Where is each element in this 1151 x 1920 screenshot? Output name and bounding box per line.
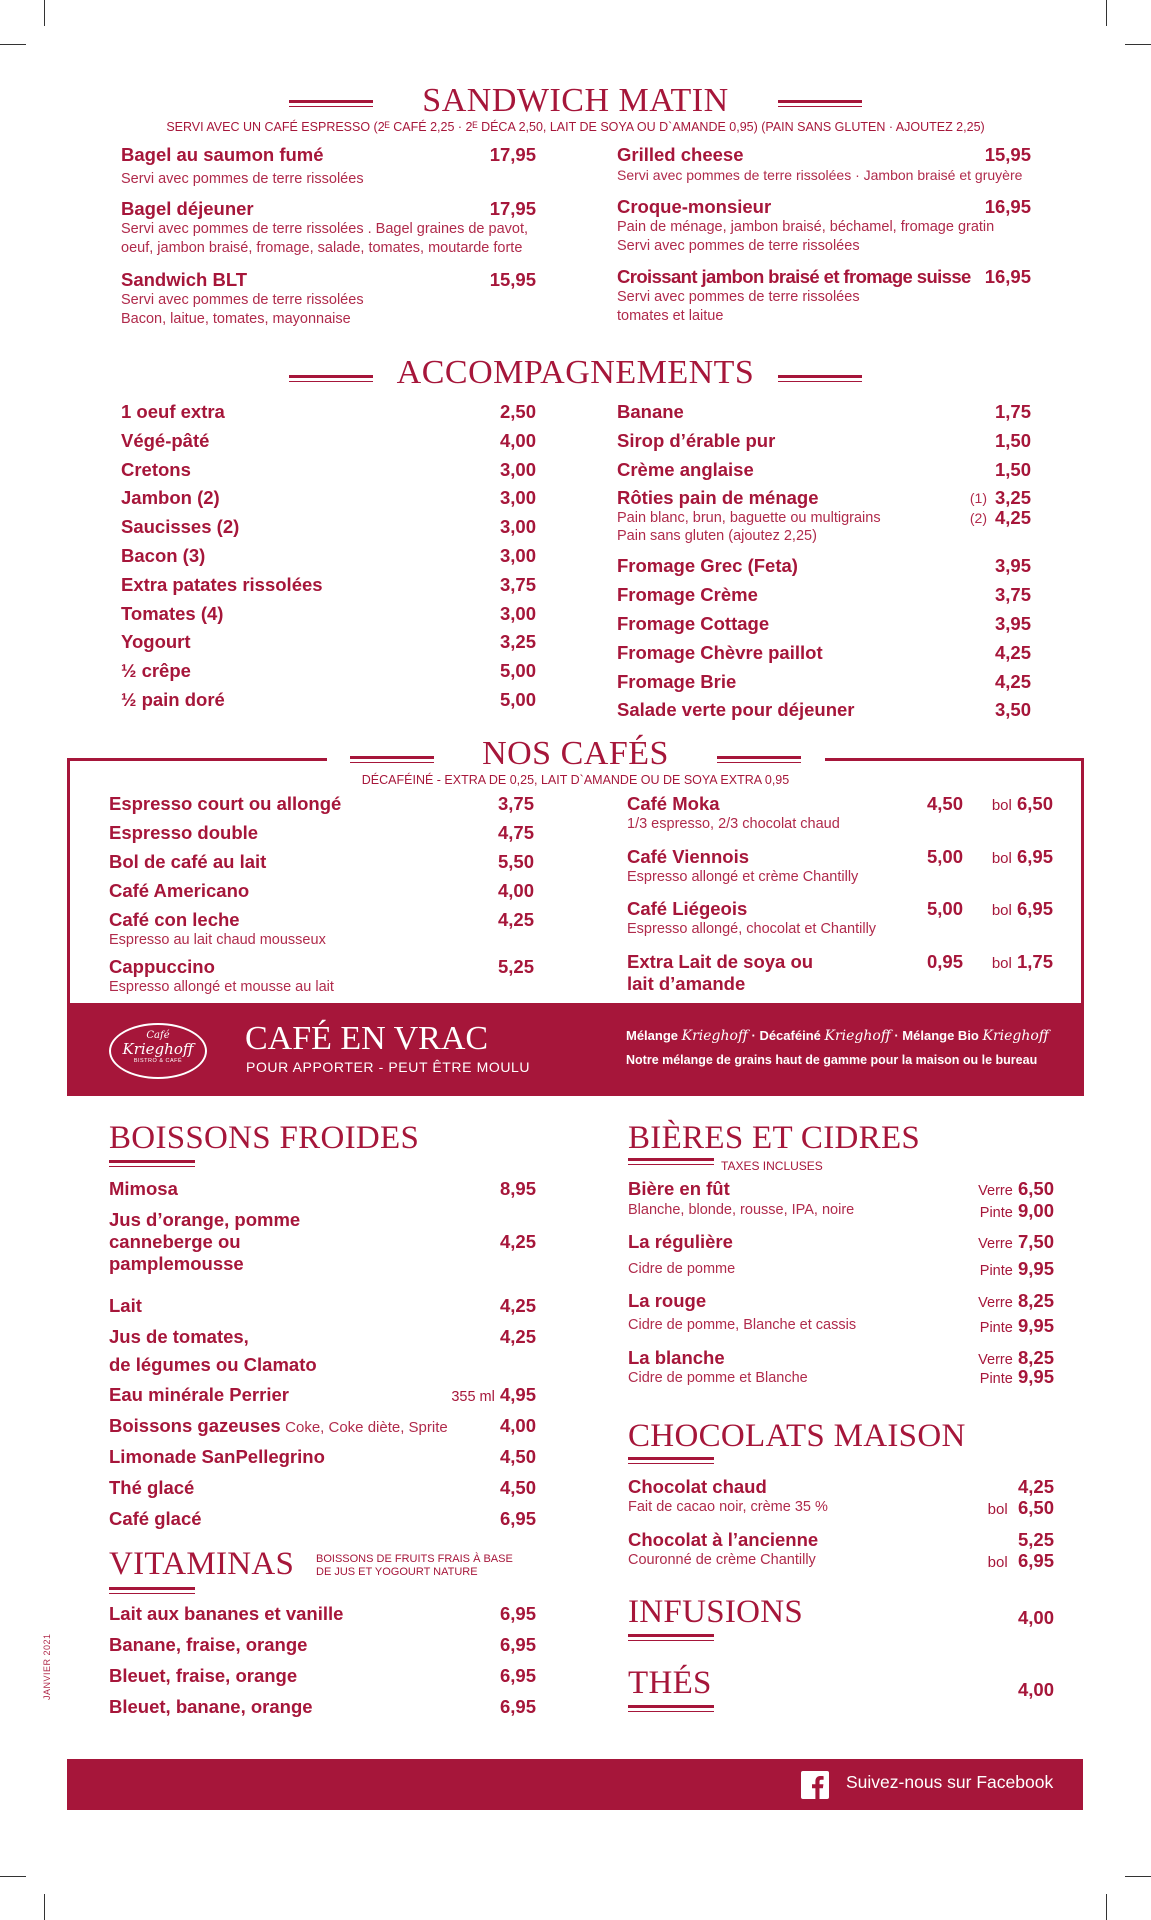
list-item [109, 1415, 536, 1446]
item-name: La rouge [628, 1290, 707, 1311]
item-price: 3,25 [499, 631, 536, 653]
item-price: 3,00 [499, 544, 536, 566]
item-name: Café con leche [109, 909, 240, 930]
item-name: Mimosa [109, 1178, 178, 1199]
logo-small-text: BISTRO & CAFÉ [133, 1058, 183, 1064]
facebook-icon[interactable] [801, 1771, 829, 1799]
item-price: 16,95 [984, 196, 1031, 217]
list-item [617, 699, 1031, 728]
item-name: Croque-monsieur [617, 196, 772, 217]
list-item [109, 880, 534, 909]
verre-price [978, 1178, 1054, 1202]
menu-item [121, 144, 536, 189]
list-item [109, 1384, 536, 1415]
menu-item [617, 266, 1031, 326]
item-tag: (1) [969, 490, 987, 507]
list-item [109, 1178, 536, 1209]
list-item [617, 430, 1031, 459]
froides-list [109, 1178, 536, 1539]
item-name: Bacon (3) [121, 544, 206, 566]
item-price: 3,00 [499, 602, 536, 624]
item-name: canneberge ou [109, 1231, 241, 1252]
list-item [109, 956, 534, 1001]
title-underline [628, 1158, 714, 1165]
menu-item [121, 269, 536, 329]
list-item [121, 603, 536, 632]
pinte-label: Pinte [979, 1320, 1013, 1336]
thes-title: THÉS [628, 1665, 712, 1701]
item-price: 4,00 [499, 1415, 536, 1436]
brand-name: Krieghoff [982, 1028, 1049, 1044]
item-price: 4,25 [994, 670, 1031, 692]
infusions-price: 4,00 [1017, 1607, 1054, 1628]
bol-value: 6,50 [1016, 793, 1053, 814]
item-name: Rôties pain de ménage [617, 487, 819, 509]
list-item [109, 1696, 536, 1727]
note-line: BOISSONS DE FRUITS FRAIS À BASE [316, 1553, 513, 1565]
item-price: 6,95 [499, 1665, 536, 1686]
item-tag: (2) [969, 510, 987, 527]
item-name: Cretons [121, 458, 191, 480]
item-name: Café Americano [109, 880, 250, 901]
list-item [109, 1603, 536, 1634]
bieres-subtitle: TAXES INCLUSES [721, 1159, 823, 1173]
item-name: 1 oeuf extra [121, 401, 225, 422]
bol-label: bol [991, 954, 1012, 972]
list-item [121, 516, 536, 545]
item-price: 5,00 [499, 688, 536, 710]
item-price: 3,75 [497, 793, 534, 814]
bol-price [992, 898, 1053, 922]
item-name: Banane, fraise, orange [109, 1634, 308, 1655]
item-name: Cappuccino [109, 956, 215, 977]
item-name: Banane [617, 401, 684, 422]
item-name: Végé-pâté [121, 429, 210, 451]
bol-label: bol [991, 797, 1012, 814]
bol-price [992, 951, 1053, 975]
item-price: 4,25 [994, 507, 1031, 529]
list-item [109, 909, 534, 956]
item-name: Jus de tomates, [109, 1326, 249, 1347]
item-name: lait d’amande [627, 972, 746, 994]
item-name: Saucisses (2) [121, 516, 240, 538]
item-desc: 1/3 espresso, 2/3 chocolat chaud [627, 816, 840, 832]
list-item [617, 401, 1031, 430]
item-price: 1,75 [994, 401, 1031, 422]
bol-price [988, 1550, 1054, 1574]
item-name: Crème anglaise [617, 458, 754, 480]
item-price: 4,25 [1017, 1476, 1054, 1497]
bol-label: bol [991, 902, 1012, 919]
item-price: 4,25 [499, 1295, 536, 1316]
menu-item [617, 144, 1031, 185]
verre-label: Verre [978, 1236, 1013, 1252]
bol-value: 6,50 [1017, 1497, 1054, 1518]
pinte-price [980, 1366, 1054, 1390]
verre-label: Verre [978, 1295, 1013, 1311]
item-size: 355 ml [451, 1389, 495, 1405]
list-item [627, 951, 1053, 995]
item-name: Fromage Grec (Feta) [617, 555, 798, 577]
list-item [617, 642, 1031, 671]
bol-label: bol [987, 1501, 1008, 1518]
item-price: 5,25 [1017, 1529, 1054, 1550]
list-item [109, 822, 534, 851]
krieghoff-logo [109, 1023, 207, 1079]
list-item [617, 671, 1031, 700]
list-item [109, 851, 534, 880]
item-name: Lait aux bananes et vanille [109, 1603, 344, 1624]
list-item [627, 793, 1053, 846]
list-item [109, 1318, 536, 1384]
item-price: 6,95 [499, 1603, 536, 1624]
pinte-price [980, 1200, 1054, 1224]
item-name: Chocolat chaud [628, 1476, 767, 1497]
item-name: Limonade SanPellegrino [109, 1446, 325, 1467]
item-name: La blanche [628, 1347, 725, 1368]
item-name: Espresso court ou allongé [109, 793, 342, 814]
item-name: Grilled cheese [617, 144, 744, 165]
list-item [121, 545, 536, 574]
item-price: 6,95 [499, 1696, 536, 1717]
crop-mark [44, 0, 45, 26]
item-price: 3,75 [499, 573, 536, 595]
list-item [109, 1209, 536, 1295]
item-desc: Espresso allongé et crème Chantilly [627, 868, 859, 885]
price-value: 9,95 [1017, 1258, 1054, 1279]
item-name: Salade verte pour déjeuner [617, 699, 855, 721]
list-item [617, 555, 1031, 584]
note-line: DE JUS ET YOGOURT NATURE [316, 1566, 478, 1578]
vrac-description: Notre mélange de grains haut de gamme pour la maison ou le bureau [626, 1053, 1038, 1067]
brand-name: Krieghoff [824, 1028, 891, 1044]
item-desc: Cidre de pomme [628, 1261, 736, 1277]
item-desc: Servi avec pommes de terre rissolées [121, 292, 364, 308]
item-name: Sandwich BLT [121, 269, 248, 290]
item-name: Bol de café au lait [109, 851, 267, 872]
list-item [109, 1446, 536, 1477]
item-desc: Espresso allongé, chocolat et Chantilly [627, 921, 877, 937]
cafes-title: NOS CAFÉS [482, 735, 669, 772]
item-desc: Coke, Coke diète, Sprite [285, 1419, 448, 1436]
verre-label: Verre [978, 1183, 1013, 1199]
crop-mark [0, 44, 26, 45]
price-value: 6,50 [1017, 1178, 1054, 1199]
item-desc: Fait de cacao noir, crème 35 % [628, 1499, 828, 1515]
crop-mark [1106, 0, 1107, 26]
item-name: Bagel au saumon fumé [121, 144, 324, 165]
item-name: Bleuet, banane, orange [109, 1696, 313, 1717]
item-price: 1,50 [994, 429, 1031, 451]
list-item [627, 898, 1053, 951]
item-price: 5,50 [497, 851, 534, 872]
item-price: 6,95 [499, 1508, 536, 1529]
blend-label: Mélange [626, 1028, 679, 1043]
item-name: pamplemousse [109, 1253, 244, 1274]
item-price: 17,95 [489, 198, 536, 219]
item-price: 2,50 [499, 401, 536, 422]
item-price: 4,25 [499, 1231, 536, 1252]
item-price: 4,75 [497, 822, 534, 843]
list-item [617, 487, 1031, 555]
chocolats-title: CHOCOLATS MAISON [628, 1418, 966, 1454]
item-price: 4,50 [926, 793, 963, 814]
menu-item [617, 196, 1031, 256]
title-underline [628, 1634, 714, 1641]
vitaminas-list [109, 1603, 536, 1727]
vitaminas-title: VITAMINAS [109, 1546, 295, 1582]
item-price: 1,50 [994, 458, 1031, 480]
item-name: Bagel déjeuner [121, 198, 254, 219]
item-price: 15,95 [489, 269, 536, 290]
title-underline [109, 1160, 195, 1167]
item-price: 16,95 [984, 266, 1031, 287]
pinte-label: Pinte [979, 1205, 1013, 1221]
list-item [109, 1634, 536, 1665]
list-item [628, 1231, 1054, 1290]
item-name: Chocolat à l’ancienne [628, 1529, 819, 1550]
list-item [628, 1347, 1054, 1393]
item-name: Sirop d’érable pur [617, 429, 776, 451]
facebook-link[interactable]: Suivez-nous sur Facebook [846, 1772, 1054, 1792]
price-value: 7,50 [1017, 1231, 1054, 1252]
verre-label: Verre [978, 1352, 1013, 1368]
item-price: 6,95 [499, 1634, 536, 1655]
item-name: Jambon (2) [121, 487, 220, 509]
item-name: Fromage Crème [617, 584, 758, 606]
list-item [628, 1476, 1054, 1529]
item-name: Boissons gazeuses [109, 1415, 281, 1436]
menu-item [121, 198, 536, 258]
froides-title: BOISSONS FROIDES [109, 1120, 420, 1156]
item-desc: Espresso allongé et mousse au lait [109, 979, 334, 995]
bol-price [992, 846, 1053, 870]
list-item [109, 1295, 536, 1318]
list-item [109, 793, 534, 822]
title-underline [628, 1457, 714, 1464]
item-name: Yogourt [121, 631, 191, 653]
item-name: Café Viennois [627, 845, 750, 867]
item-name: Croissant jambon braisé et fromage suisse [617, 266, 971, 287]
crop-mark [0, 1876, 26, 1877]
item-price: 4,25 [994, 641, 1031, 663]
item-name: Thé glacé [109, 1477, 195, 1498]
item-desc: Cidre de pomme et Blanche [628, 1370, 808, 1386]
accomp-title: ACCOMPAGNEMENTS [396, 354, 755, 391]
accomp-left-list [121, 401, 536, 718]
cafes-subtitle: DÉCAFÉINÉ - EXTRA DE 0,25, LAIT D`AMANDE OU DE SOYA EXTRA 0,95 [361, 773, 790, 787]
vrac-blends [626, 1028, 1049, 1044]
item-price: 3,25 [994, 487, 1031, 509]
item-name: ½ crêpe [121, 660, 191, 682]
bol-value: 6,95 [1016, 845, 1053, 867]
item-price: 8,95 [499, 1178, 536, 1199]
crop-mark [1125, 44, 1151, 45]
item-price: 17,95 [489, 144, 536, 165]
item-price: 4,00 [497, 880, 534, 901]
bieres-title: BIÈRES ET CIDRES [628, 1120, 921, 1156]
item-desc: Pain blanc, brun, baguette ou multigrains [617, 510, 881, 527]
title-underline [109, 1587, 195, 1594]
item-price-with-size [451, 1384, 536, 1408]
item-name: Café Moka [627, 793, 720, 814]
item-desc: Couronné de crème Chantilly [628, 1552, 816, 1568]
item-price: 0,95 [926, 950, 963, 972]
bol-value: 6,95 [1017, 1550, 1054, 1571]
item-desc: Servi avec pommes de terre rissolées [617, 289, 860, 305]
price-value: 9,00 [1017, 1200, 1054, 1221]
item-desc: tomates et laitue [617, 308, 724, 324]
blend-label: · Décaféiné [747, 1028, 821, 1043]
cafe-en-vrac-banner [67, 1006, 1084, 1096]
item-name: Bière en fût [628, 1178, 730, 1199]
item-desc: Pain sans gluten (ajoutez 2,25) [617, 528, 817, 545]
vrac-subtitle: POUR APPORTER - PEUT ÊTRE MOULU [246, 1059, 531, 1075]
item-desc: oeuf, jambon braisé, fromage, salade, tomates, moutarde forte [121, 240, 523, 256]
verre-price [978, 1290, 1054, 1314]
bol-label: bol [987, 1554, 1008, 1571]
item-price: 3,50 [994, 699, 1031, 721]
item-price: 15,95 [984, 144, 1031, 165]
cafes-right-list [627, 793, 1053, 995]
item-price: 3,95 [994, 555, 1031, 577]
item-price: 4,25 [497, 909, 534, 930]
item-name: Fromage Cottage [617, 612, 770, 634]
item-desc: Servi avec pommes de terre rissolées · Jambon braisé et gruyère [617, 167, 1023, 183]
item-price: 3,95 [994, 612, 1031, 634]
list-item [109, 1508, 536, 1539]
vrac-title: CAFÉ EN VRAC [245, 1020, 489, 1057]
infusions-title: INFUSIONS [628, 1594, 804, 1630]
item-name: Eau minérale Perrier [109, 1384, 289, 1405]
sandwich-subtitle: SERVI AVEC UN CAFÉ ESPRESSO (2ᴱ CAFÉ 2,25 · 2ᴱ DÉCA 2,50, LAIT DE SOYA OU D`AMANDE 0,95) (PAIN SANS GLUTEN · AJOUTEZ 2,25) [166, 120, 985, 134]
list-item [109, 1477, 536, 1508]
list-item [121, 430, 536, 459]
list-item [121, 574, 536, 603]
item-desc: Espresso au lait chaud mousseux [109, 932, 326, 948]
brand-name: Krieghoff [681, 1028, 748, 1044]
item-price: 3,75 [994, 584, 1031, 606]
list-item [617, 584, 1031, 613]
item-name: Extra Lait de soya ou [627, 950, 814, 972]
blend-label: · Mélange Bio [890, 1028, 979, 1043]
bieres-list [628, 1178, 1054, 1393]
list-item [109, 1665, 536, 1696]
item-name: Tomates (4) [121, 602, 224, 624]
list-item [121, 487, 536, 516]
list-item [121, 660, 536, 689]
price-value: 8,25 [1017, 1290, 1054, 1311]
pinte-label: Pinte [979, 1371, 1013, 1387]
logo-main-text: Krieghoff [122, 1040, 194, 1058]
item-price: 4,50 [499, 1446, 536, 1467]
bol-label: bol [991, 849, 1012, 867]
list-item [627, 846, 1053, 899]
title-underline [628, 1705, 714, 1712]
item-name: Bleuet, fraise, orange [109, 1665, 298, 1686]
price-value: 9,95 [1017, 1366, 1054, 1387]
vitaminas-note [316, 1553, 513, 1579]
logo-top-text: Café [146, 1030, 170, 1041]
item-name: de légumes ou Clamato [109, 1354, 317, 1375]
cafes-left-list [109, 793, 534, 1001]
item-name: La régulière [628, 1231, 733, 1252]
list-item [617, 459, 1031, 488]
item-desc: Servi avec pommes de terre rissolées [617, 238, 860, 254]
bol-price [988, 1497, 1054, 1521]
item-price: 4,00 [499, 429, 536, 451]
list-item [121, 689, 536, 718]
list-item [121, 631, 536, 660]
list-item [121, 401, 536, 430]
item-name: Espresso double [109, 822, 259, 843]
item-price: 5,00 [926, 845, 963, 867]
verre-price [978, 1231, 1054, 1255]
crop-mark [1106, 1894, 1107, 1920]
item-desc: Bacon, laitue, tomates, mayonnaise [121, 311, 351, 327]
item-price: 3,00 [499, 458, 536, 480]
side-date: JANVIER 2021 [42, 1633, 52, 1700]
item-name: Café Liégeois [627, 898, 748, 919]
item-name: Extra patates rissolées [121, 573, 323, 595]
pinte-price [980, 1315, 1054, 1339]
list-item [628, 1290, 1054, 1347]
item-name: Fromage Brie [617, 670, 737, 692]
pinte-price [980, 1258, 1054, 1282]
list-item [628, 1178, 1054, 1231]
chocolats-list [628, 1476, 1054, 1582]
accomp-right-list [617, 401, 1031, 728]
item-price: 5,00 [926, 898, 963, 919]
item-price: 3,00 [499, 487, 536, 509]
pinte-label: Pinte [979, 1263, 1013, 1279]
item-name: Café glacé [109, 1508, 202, 1529]
price-value: 9,95 [1017, 1315, 1054, 1336]
item-price: 5,25 [497, 956, 534, 977]
bol-value: 1,75 [1016, 950, 1053, 972]
price-value: 8,25 [1017, 1347, 1054, 1368]
item-price: 5,00 [499, 660, 536, 682]
item-price: 4,50 [499, 1477, 536, 1498]
bol-price [992, 793, 1053, 817]
item-desc: Blanche, blonde, rousse, IPA, noire [628, 1202, 855, 1218]
bol-value: 6,95 [1016, 898, 1053, 919]
footer-bar [67, 1759, 1083, 1810]
item-name: Lait [109, 1295, 142, 1316]
crop-mark [44, 1894, 45, 1920]
item-name: Jus d’orange, pomme [109, 1209, 301, 1230]
thes-price: 4,00 [1017, 1679, 1054, 1700]
item-name: Fromage Chèvre paillot [617, 641, 823, 663]
list-item [617, 613, 1031, 642]
item-name: ½ pain doré [121, 688, 225, 710]
crop-mark [1125, 1876, 1151, 1877]
item-desc: Servi avec pommes de terre rissolées . Bagel graines de pavot, [121, 221, 529, 237]
sandwich-title: SANDWICH MATIN [422, 82, 729, 119]
item-desc: Servi avec pommes de terre rissolées [121, 171, 364, 187]
item-desc: Pain de ménage, jambon braisé, béchamel, fromage gratin [617, 219, 995, 235]
list-item [628, 1529, 1054, 1582]
item-price: 4,95 [499, 1384, 536, 1405]
list-item [121, 459, 536, 488]
item-price: 3,00 [499, 516, 536, 538]
item-price: 4,25 [499, 1326, 536, 1347]
item-desc: Cidre de pomme, Blanche et cassis [628, 1317, 857, 1333]
